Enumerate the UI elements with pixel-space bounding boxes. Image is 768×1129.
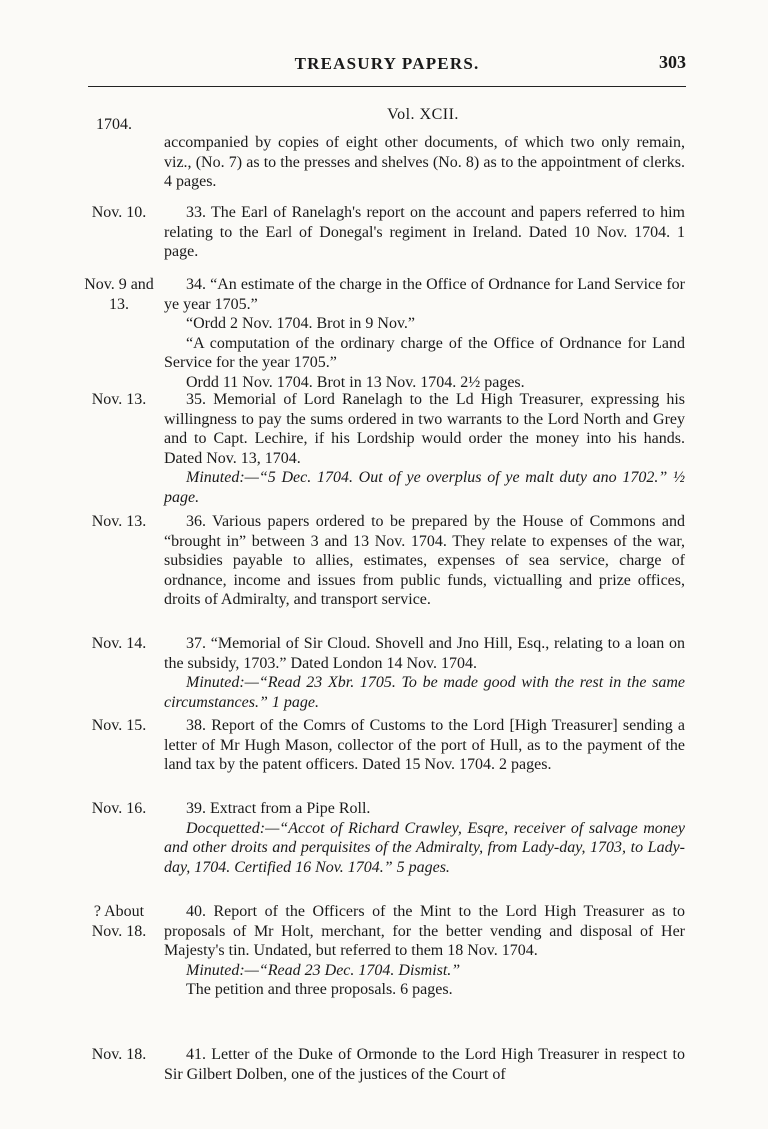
entry-paragraph: Ordd 11 Nov. 1704. Brot in 13 Nov. 1704. 2½ pages.	[186, 373, 525, 391]
entry-date: Nov. 15.	[91, 717, 147, 734]
entry-date: Nov. 16.	[91, 800, 147, 817]
margin-year: 1704.	[96, 116, 132, 133]
entry-paragraph: 36. Various papers ordered to be prepared by the House of Commons and “brought in” between 3 and 13 Nov. 1704. They relate to expenses of the war, subsidies payable to allies, estimates, expenses of sea service, charge of ordnance, income and issues from public funds, victualling and prize offices, droits of Admiralty, and transport service.	[164, 513, 685, 608]
entry-paragraph: Minuted:—“5 Dec. 1704. Out of ye overplus of ye malt duty ano 1702.” ½ page.	[164, 469, 685, 506]
volume-heading: Vol. XCII.	[387, 106, 459, 123]
entry-paragraph: 34. “An estimate of the charge in the Office of Ordnance for Land Service for ye year 1705.”	[164, 276, 685, 313]
entry-text	[164, 1045, 685, 1084]
entry-date: Nov. 10.	[91, 204, 147, 221]
entry-paragraph: 33. The Earl of Ranelagh's report on the account and papers referred to him relating to the Earl of Donegal's regiment in Ireland. Dated 10 Nov. 1704. 1 page.	[164, 204, 685, 260]
entry-text	[164, 390, 685, 507]
entry-paragraph: 39. Extract from a Pipe Roll.	[186, 800, 371, 817]
running-title: TREASURY PAPERS.	[294, 54, 480, 73]
entry-text	[164, 275, 685, 392]
entry-paragraph: 38. Report of the Comrs of Customs to the Lord [High Treasurer] sending a letter of Mr Hugh Mason, collector of the port of Hull, as to the payment of the land tax by the patent officers. Dated 15 Nov. 1704. 2 pages.	[164, 717, 685, 773]
entry-paragraph: The petition and three proposals. 6 pages.	[186, 981, 453, 998]
entry-date: Nov. 13.	[91, 513, 147, 530]
entry-date: ? About Nov. 18.	[91, 903, 147, 940]
entry-paragraph: Minuted:—“Read 23 Xbr. 1705. To be made good with the rest in the same circumstances.” 1 page.	[164, 674, 685, 711]
entry-date: Nov. 9 and 13.	[84, 276, 154, 313]
entry-paragraph: 37. “Memorial of Sir Cloud. Shovell and Jno Hill, Esq., relating to a loan on the subsidy, 1703.” Dated London 14 Nov. 1704.	[164, 635, 685, 672]
entry-date: Nov. 14.	[91, 635, 147, 652]
entry-paragraph: “Ordd 2 Nov. 1704. Brot in 9 Nov.”	[186, 315, 416, 332]
entry-text	[164, 133, 685, 192]
entry-date: Nov. 13.	[91, 391, 147, 408]
entry-paragraph: Minuted:—“Read 23 Dec. 1704. Dismist.”	[186, 961, 461, 979]
running-header	[88, 48, 686, 87]
entry-text	[164, 799, 685, 877]
entry-text	[164, 902, 685, 1000]
entry-date: Nov. 18.	[91, 1046, 147, 1063]
entry-text	[164, 512, 685, 610]
entry-paragraph: “A computation of the ordinary charge of the Office of Ordnance for Land Service for the year 1705.”	[164, 334, 685, 371]
entry-text	[164, 203, 685, 262]
entry-paragraph: Docquetted:—“Accot of Richard Crawley, Esqre, receiver of salvage money and other droits and perquisites of the Admiralty, from Lady-day, 1703, to Lady-day, 1704. Certified 16 Nov. 1704.” 5 pages.	[164, 819, 685, 876]
entry-paragraph: 35. Memorial of Lord Ranelagh to the Ld High Treasurer, expressing his willingness to pay the sums ordered in two warrants to the Lord North and Grey and to Capt. Lechire, if his Lordship would order the money into his hands. Dated Nov. 13, 1704.	[164, 391, 685, 467]
entry-paragraph: accompanied by copies of eight other documents, of which two only remain, viz., (No. 7) as to the presses and shelves (No. 8) as to the appointment of clerks. 4 pages.	[164, 134, 685, 190]
entry-text	[164, 716, 685, 775]
page-number: 303	[659, 52, 686, 72]
entry-text	[164, 634, 685, 712]
entry-paragraph: 40. Report of the Officers of the Mint to the Lord High Treasurer as to proposals of Mr Holt, merchant, for the better vending and disposal of Her Majesty's tin. Undated, but referred to them 18 Nov. 1704.	[164, 903, 685, 959]
entry-paragraph: 41. Letter of the Duke of Ormonde to the Lord High Treasurer in respect to Sir Gilbert Dolben, one of the justices of the Court of	[164, 1046, 685, 1083]
